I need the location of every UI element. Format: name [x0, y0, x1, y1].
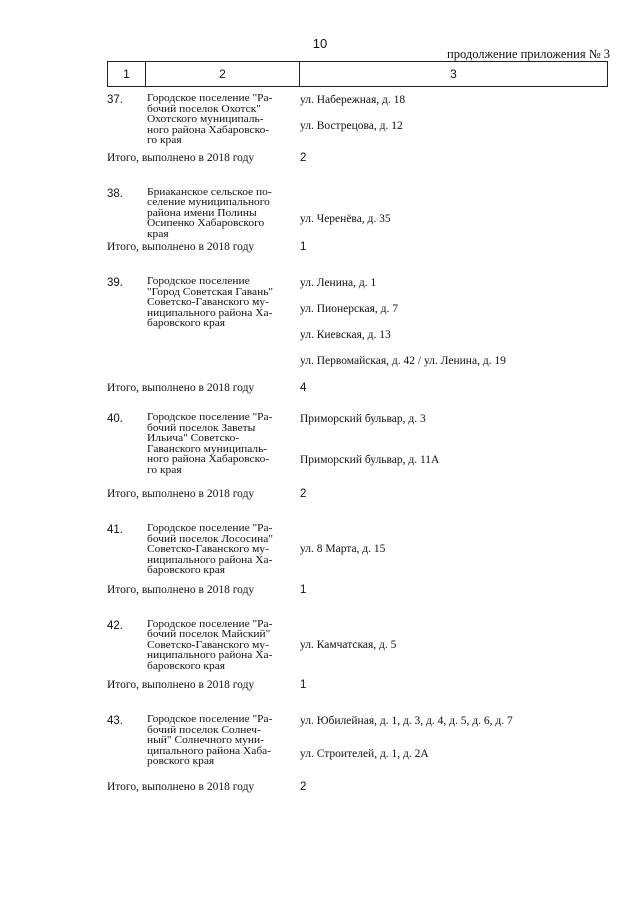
entry-43 [107, 714, 617, 773]
entry-number: 41. [107, 524, 123, 536]
total-label: Итого, выполнено в 2018 году [107, 241, 255, 253]
address: ул. Вострецова, д. 12 [300, 120, 403, 132]
entries-list [107, 93, 617, 793]
settlement-name: Бриаканское сельское по- селение муниципального района имени Полины Осипенко Хабаровского края [147, 185, 272, 240]
total-value: 2 [300, 488, 307, 500]
entry-39 [107, 276, 617, 380]
total-label: Итого, выполнено в 2018 году [107, 151, 255, 164]
entry-41 [107, 523, 617, 576]
total-row-39 [107, 382, 617, 394]
total-value: 4 [300, 382, 307, 394]
total-row-41 [107, 584, 617, 596]
entry-number: 42. [107, 619, 123, 632]
settlement-name: Городское поселение "Город Советская Гавань" Советско-Гаванского му- ниципального района Ха- баровского края [147, 275, 274, 329]
total-value: 1 [300, 679, 307, 691]
address: ул. Первомайская, д. 42 / ул. Ленина, д. 19 [300, 355, 506, 367]
total-label: Итого, выполнено в 2018 году [107, 781, 255, 793]
address: ул. Киевская, д. 13 [300, 329, 391, 341]
address: ул. Черенёва, д. 35 [300, 212, 391, 225]
settlement-name: Городское поселение "Ра- бочий поселок Охотск" Охотского муниципаль- ного района Хабаровско- го края [147, 92, 273, 146]
settlement-name: Городское поселение "Ра- бочий поселок Лососина" Советско-Гаванского му- ниципального района Ха- баровского края [147, 522, 274, 576]
column-header-table [107, 61, 608, 87]
address: Приморский бульвар, д. 11А [300, 454, 440, 466]
address-list [300, 523, 617, 568]
address: ул. Ленина, д. 1 [300, 277, 377, 289]
entry-number: 37. [107, 94, 123, 106]
address: ул. Юбилейная, д. 1, д. 3, д. 4, д. 5, д. 6, д. 7 [300, 715, 513, 727]
total-label: Итого, выполнено в 2018 году [107, 382, 255, 394]
column-header-3: 3 [300, 62, 608, 87]
address-list [300, 412, 617, 479]
total-row-37 [107, 152, 617, 164]
address: ул. Набережная, д. 18 [300, 94, 406, 106]
total-value: 2 [300, 151, 307, 164]
address: ул. Строителей, д. 1, д. 2А [300, 748, 429, 760]
address: Приморский бульвар, д. 3 [300, 413, 426, 425]
entry-number: 38. [107, 187, 123, 200]
total-row-43 [107, 781, 617, 793]
address-list [300, 714, 617, 773]
entry-38 [107, 187, 617, 240]
entry-number: 43. [107, 715, 123, 727]
total-value: 1 [300, 583, 307, 596]
total-row-38 [107, 241, 617, 253]
total-row-40 [107, 488, 617, 500]
column-header-1: 1 [108, 62, 146, 87]
total-label: Итого, выполнено в 2018 году [107, 488, 255, 500]
address-list [300, 619, 617, 664]
address: ул. 8 Марта, д. 15 [300, 543, 386, 555]
entry-42 [107, 619, 617, 672]
settlement-name: Городское поселение "Ра- бочий поселок Майский" Советско-Гаванского му- ниципального района Ха- баровского края [147, 617, 273, 672]
address: ул. Пионерская, д. 7 [300, 303, 398, 315]
total-value: 1 [300, 241, 307, 253]
settlement-name: Городское поселение "Ра- бочий поселок Заветы Ильича" Советско- Гаванского муниципаль- ного района Хабаровско- го края [147, 411, 273, 476]
page-number: 10 [312, 36, 328, 51]
address-list [300, 276, 617, 380]
total-label: Итого, выполнено в 2018 году [107, 583, 255, 596]
settlement-name: Городское поселение "Ра- бочий поселок Солнеч- ный" Солнечного муни- ципального района Хаба- ровского края [147, 713, 273, 767]
address-list [300, 187, 617, 238]
continuation-note: продолжение приложения № 3 [447, 47, 610, 61]
total-row-42 [107, 679, 617, 691]
entry-40 [107, 412, 617, 479]
entry-number: 39. [107, 277, 123, 289]
address: ул. Камчатская, д. 5 [300, 638, 397, 651]
total-value: 2 [300, 781, 307, 793]
entry-number: 40. [107, 413, 123, 425]
entry-37 [107, 93, 617, 146]
column-header-2: 2 [146, 62, 300, 87]
address-list [300, 93, 617, 145]
total-label: Итого, выполнено в 2018 году [107, 679, 255, 691]
